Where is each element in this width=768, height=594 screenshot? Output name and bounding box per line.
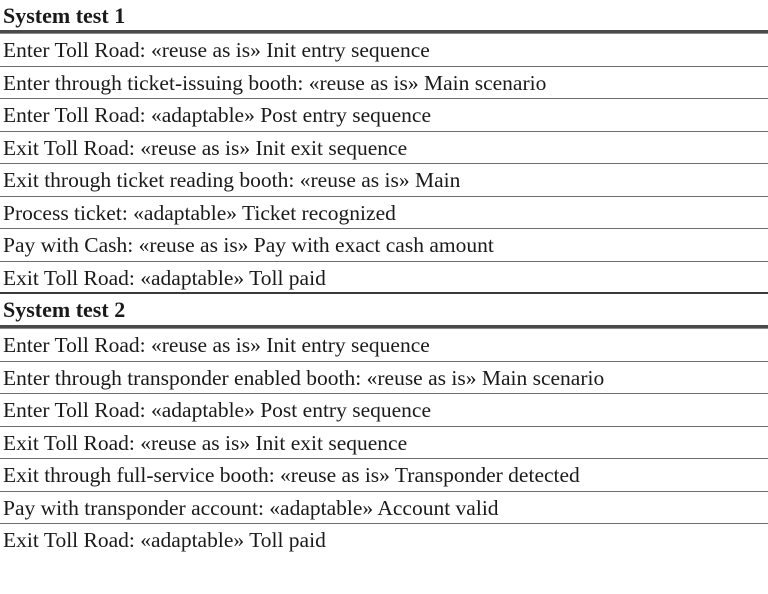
step-row: Process ticket: «adaptable» Ticket recognized bbox=[0, 197, 768, 230]
step-row: Enter Toll Road: «adaptable» Post entry sequence bbox=[0, 394, 768, 427]
step-row: Enter through ticket-issuing booth: «reuse as is» Main scenario bbox=[0, 67, 768, 100]
system-test-2-block bbox=[0, 294, 768, 557]
system-test-2-title: System test 2 bbox=[3, 297, 126, 322]
step-row: Exit Toll Road: «adaptable» Toll paid bbox=[0, 262, 768, 295]
step-row: Enter through transponder enabled booth: «reuse as is» Main scenario bbox=[0, 362, 768, 395]
step-row: Pay with transponder account: «adaptable» Account valid bbox=[0, 492, 768, 525]
step-row: Exit through ticket reading booth: «reuse as is» Main bbox=[0, 164, 768, 197]
step-row: Enter Toll Road: «reuse as is» Init entry sequence bbox=[0, 329, 768, 362]
step-row: Exit Toll Road: «reuse as is» Init exit sequence bbox=[0, 132, 768, 165]
step-row: Exit Toll Road: «adaptable» Toll paid bbox=[3, 528, 326, 552]
step-row: Enter Toll Road: «reuse as is» Init entry sequence bbox=[0, 34, 768, 67]
system-test-1-title: System test 1 bbox=[3, 3, 126, 28]
step-row: Exit Toll Road: «reuse as is» Init exit sequence bbox=[0, 427, 768, 460]
system-test-2-steps bbox=[0, 329, 768, 557]
step-row: Pay with Cash: «reuse as is» Pay with exact cash amount bbox=[0, 229, 768, 262]
step-row: Exit through full-service booth: «reuse as is» Transponder detected bbox=[0, 459, 768, 492]
system-test-1-block bbox=[0, 0, 768, 294]
system-test-1-steps bbox=[0, 34, 768, 294]
step-row: Enter Toll Road: «adaptable» Post entry sequence bbox=[0, 99, 768, 132]
